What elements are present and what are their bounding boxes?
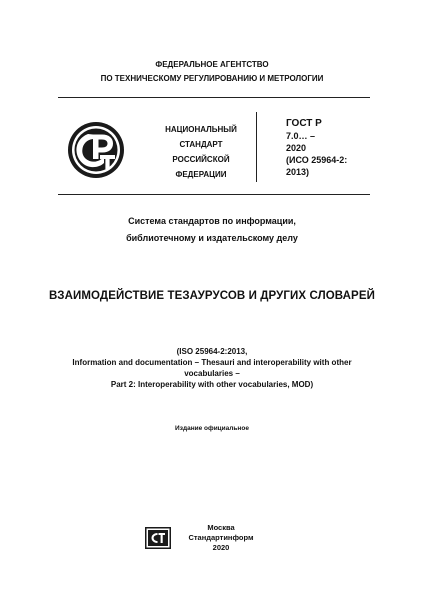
- designation-line-4: (ИСО 25964-2:: [286, 155, 348, 165]
- iso-line-2: Information and documentation – Thesauri and interoperability with other: [72, 358, 352, 367]
- iso-reference: [60, 346, 364, 390]
- agency-line-1: ФЕДЕРАЛЬНОЕ АГЕНТСТВО: [155, 60, 269, 69]
- publisher-block: [178, 523, 264, 553]
- national-standard-line-3: РОССИЙСКОЙ: [172, 155, 230, 164]
- iso-line-1: (ISO 25964-2:2013,: [176, 347, 248, 356]
- series-line-1: Система стандартов по информации,: [128, 216, 296, 226]
- designation-line-3: 2020: [286, 143, 307, 153]
- rst-certification-emblem-icon: [66, 120, 126, 180]
- designation-line-2: 7.0… –: [286, 131, 316, 141]
- agency-line-2: ПО ТЕХНИЧЕСКОМУ РЕГУЛИРОВАНИЮ И МЕТРОЛОГИИ: [100, 74, 324, 83]
- document-title: ВЗАИМОДЕЙСТВИЕ ТЕЗАУРУСОВ И ДРУГИХ СЛОВАРЕЙ: [49, 290, 375, 302]
- national-standard-line-4: ФЕДЕРАЦИИ: [175, 170, 227, 179]
- national-standard-line-1: НАЦИОНАЛЬНЫЙ: [165, 125, 237, 134]
- series-line-2: библиотечному и издательскому делу: [126, 233, 298, 243]
- publisher-city: Москва: [207, 523, 235, 532]
- designation-line-1: ГОСТ Р: [286, 118, 322, 129]
- standartinform-logo-icon: [145, 527, 171, 549]
- vertical-divider: [256, 112, 257, 182]
- publisher-name: Стандартинформ: [188, 533, 254, 542]
- agency-header: [50, 58, 374, 86]
- national-standard-block: [156, 122, 246, 182]
- standards-series: [50, 213, 374, 247]
- edition-label: Издание официальное: [175, 425, 249, 432]
- top-divider: [58, 97, 370, 98]
- iso-line-3: vocabularies –: [184, 369, 240, 378]
- designation-line-5: 2013): [286, 167, 310, 177]
- publisher-year: 2020: [212, 543, 230, 552]
- standard-designation: [286, 118, 366, 178]
- iso-line-4: Part 2: Interoperability with other vocabularies, MOD): [110, 380, 314, 389]
- national-standard-line-2: СТАНДАРТ: [179, 140, 223, 149]
- middle-divider: [58, 194, 370, 195]
